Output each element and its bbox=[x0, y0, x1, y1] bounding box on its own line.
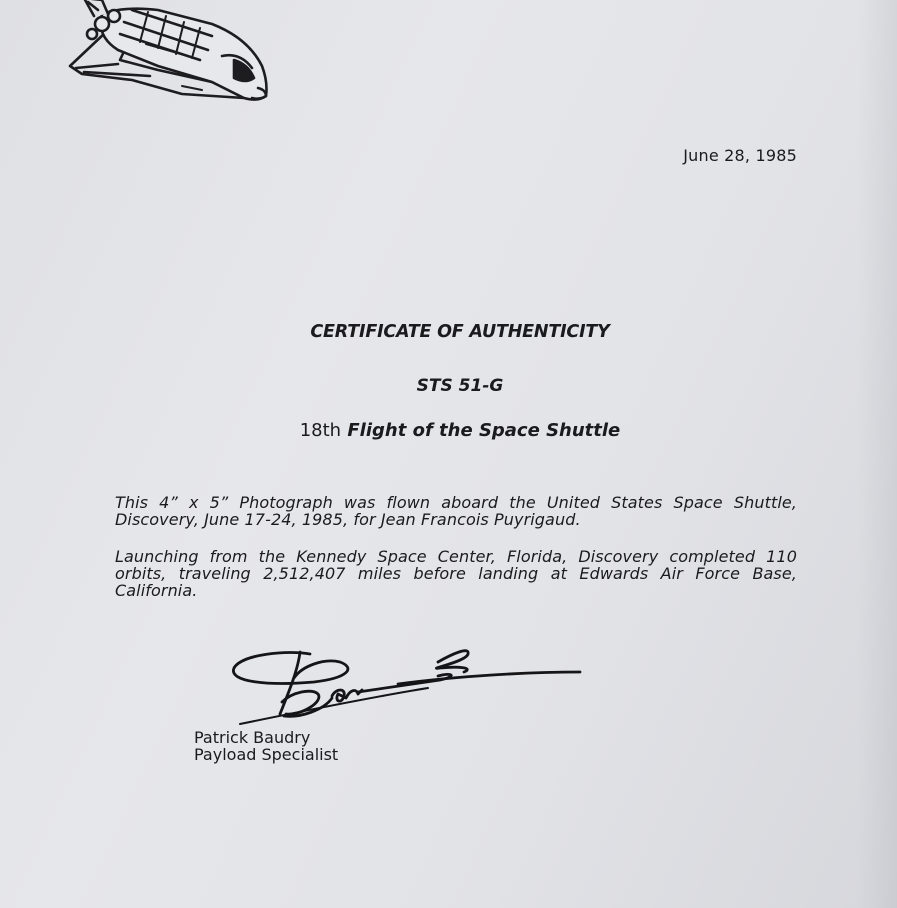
photograph-flown-paragraph: This 4” x 5” Photograph was flown aboard the United States Space Shuttle, Discovery, June 17-24, 1985, for Jean Francois Puyrigaud. bbox=[115, 493, 797, 529]
paper-edge-shadow bbox=[857, 0, 897, 908]
signer-name: Patrick Baudry bbox=[194, 728, 311, 747]
flight-description: Flight of the Space Shuttle bbox=[347, 420, 621, 441]
flight-ordinal: 18th bbox=[299, 420, 342, 441]
flight-number-line bbox=[0, 420, 897, 441]
certificate-heading: CERTIFICATE OF AUTHENTICITY bbox=[310, 322, 610, 342]
mission-designation: STS 51-G bbox=[416, 376, 504, 396]
mission-summary-paragraph: Launching from the Kennedy Space Center, Florida, Discovery completed 110 orbits, traveling 2,512,407 miles before landing at Edwards Air Force Base, California. bbox=[115, 547, 797, 600]
certificate-date: June 28, 1985 bbox=[683, 146, 797, 165]
handwritten-signature bbox=[228, 632, 584, 728]
space-shuttle-icon bbox=[62, 0, 272, 110]
signer-title: Payload Specialist bbox=[194, 745, 339, 764]
